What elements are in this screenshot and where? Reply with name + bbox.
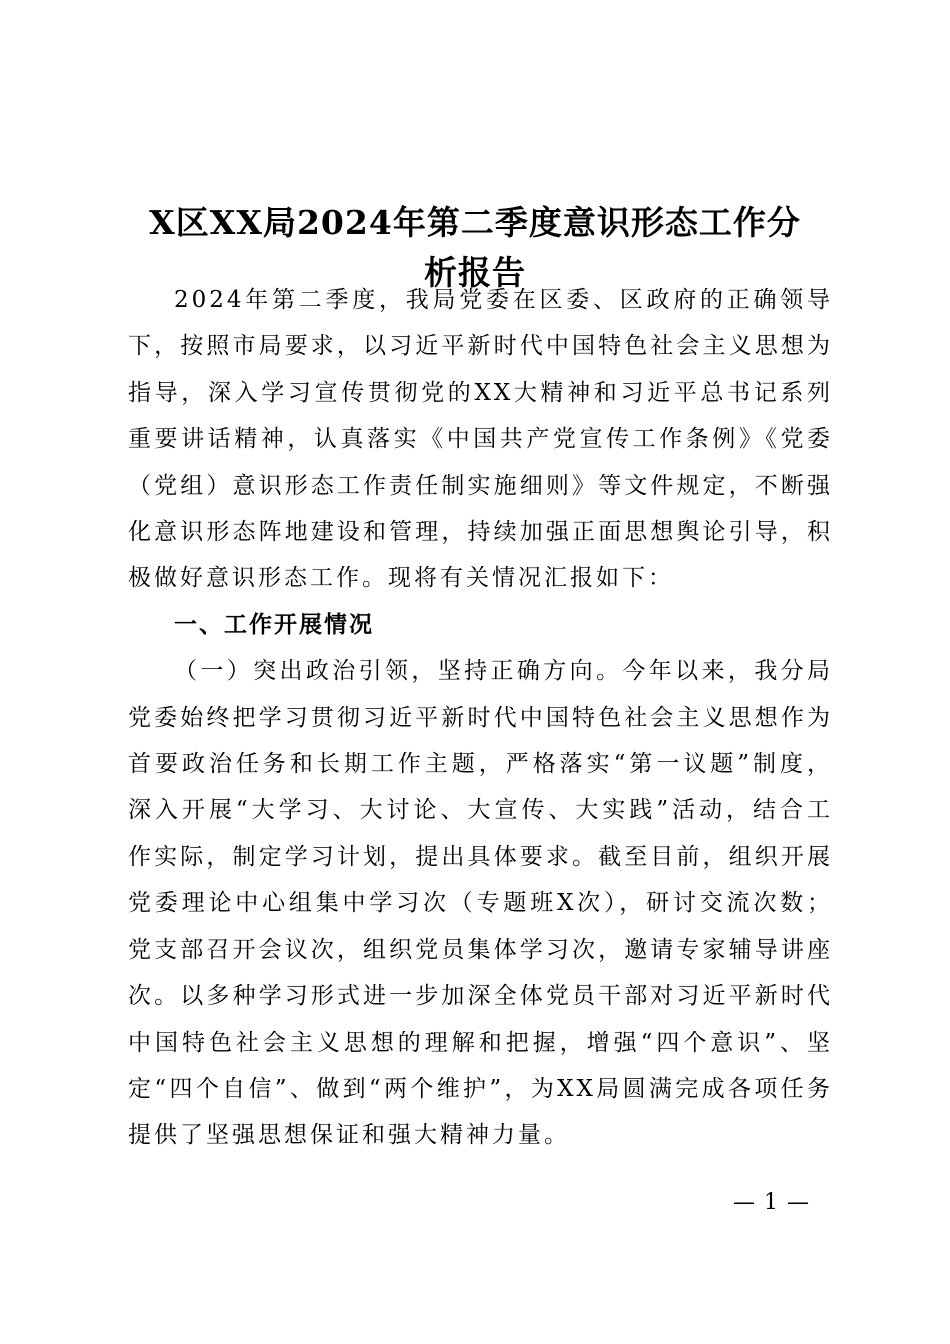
intro-paragraph: 2024年第二季度，我局党委在区委、区政府的正确领导下，按照市局要求，以习近平新时代中国特色社会主义思想为指导，深入学习宣传贯彻党的XX大精神和习近平总书记系列重要讲话精神，认真落实《中国共产党宣传工作条例》《党委（党组）意识形态工作责任制实施细则》等文件规定，不断强化意识形态阵地建设和管理，持续加强正面思想舆论引导，积极做好意识形态工作。现将有关情况汇报如下： xyxy=(128,287,833,592)
title-line-1: X区XX局2024年第二季度意识形态工作分 xyxy=(149,203,801,243)
document-body xyxy=(128,277,833,1159)
page-number: — 1 — xyxy=(733,1190,810,1215)
section-paragraph: （一）突出政治引领，坚持正确方向。今年以来，我分局党委始终把学习贯彻习近平新时代中国特色社会主义思想作为首要政治任务和长期工作主题，严格落实“第一议题”制度，深入开展“大学习、大讨论、大宣传、大实践”活动，结合工作实际，制定学习计划，提出具体要求。截至目前，组织开展党委理论中心组集中学习次（专题班X次），研讨交流次数；党支部召开会议次，组织党员集体学习次，邀请专家辅导讲座次。以多种学习形式进一步加深全体党员干部对习近平新时代中国特色社会主义思想的理解和把握，增强“四个意识”、坚定“四个自信”、做到“两个维护”，为XX局圆满完成各项任务提供了坚强思想保证和强大精神力量。 xyxy=(128,658,833,1149)
section-heading: 一、工作开展情况 xyxy=(174,610,374,638)
title-line-2: 析报告 xyxy=(424,253,526,293)
